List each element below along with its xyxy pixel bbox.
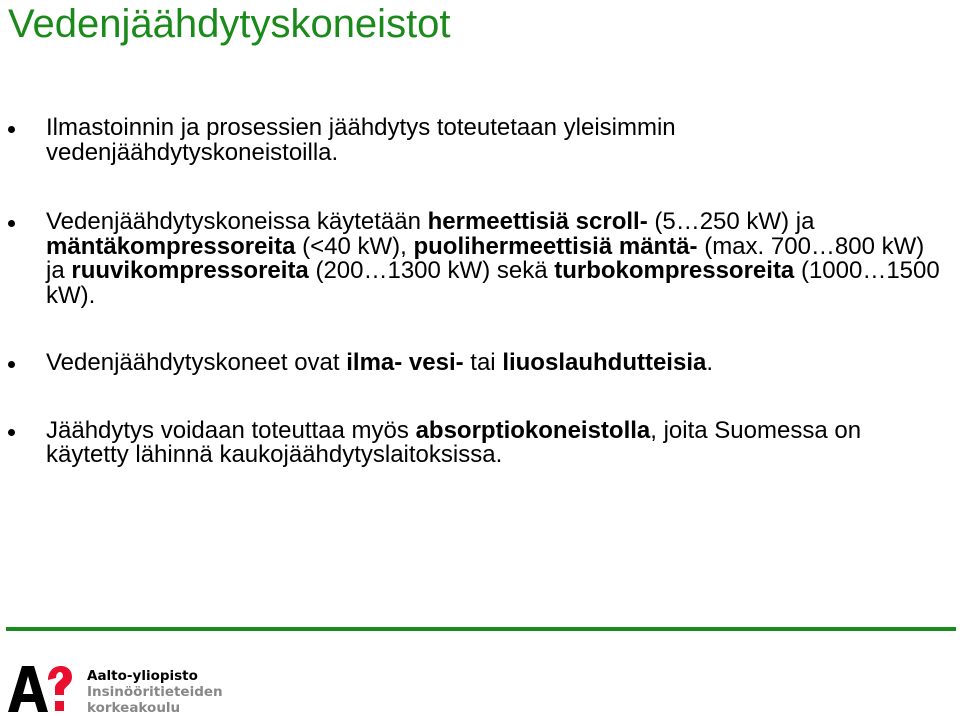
bullet-text: Vedenjäähdytyskoneet ovat [46, 349, 347, 376]
bullet-item [0, 210, 960, 308]
org-line-1: Aalto-yliopisto [87, 668, 198, 684]
bullet-bold-text: mäntäkompressoreita [46, 232, 296, 260]
bullet-text: Vedenjäähdytyskoneissa käytetään [46, 208, 428, 235]
bullet-text: Jäähdytys voidaan toteuttaa myös [46, 416, 416, 444]
footer-divider [6, 627, 956, 631]
bullet-bold-text: hermeettisiä scroll- [427, 208, 648, 235]
bullet-bold-text: absorptiokoneistolla [415, 416, 651, 444]
bullet-item [0, 416, 960, 468]
bullet-text: (<40 kW), [295, 232, 414, 260]
bullet-text: , joita Suomessa on käytetty lähinnä kaukojäähdytyslaitoksissa. [46, 416, 862, 468]
bullet-item [0, 116, 960, 165]
bullet-text: (200…1300 kW) sekä [308, 257, 555, 284]
slide-title: Vedenjäähdytyskoneistot [8, 2, 451, 46]
bullet-bold-text: ilma- vesi- [346, 349, 464, 376]
bullet-text: (max. 700…800 kW) ja [46, 232, 925, 284]
bullet-bold-text: ruuvikompressoreita [71, 257, 309, 284]
bullet-list [0, 116, 960, 468]
bullet-text: (1000…1500 kW). [46, 257, 940, 309]
bullet-text: tai [463, 349, 503, 376]
bullet-text: . [706, 349, 714, 376]
org-name [87, 668, 223, 716]
bullet-bold-text: liuoslauhdutteisia [502, 349, 707, 376]
org-line-2: Insinööritieteiden [87, 684, 223, 700]
bullet-bold-text: turbokompressoreita [554, 257, 795, 284]
bullet-bold-text: puolihermeettisiä mäntä- [413, 232, 698, 260]
aalto-logo-icon [8, 665, 72, 713]
org-line-3: korkeakoulu [87, 700, 181, 716]
bullet-text: Ilmastoinnin ja prosessien jäähdytys toteutetaan yleisimmin vedenjäähdytyskoneistoilla. [46, 114, 676, 166]
bullet-item [0, 351, 960, 376]
bullet-text: (5…250 kW) ja [647, 208, 815, 235]
